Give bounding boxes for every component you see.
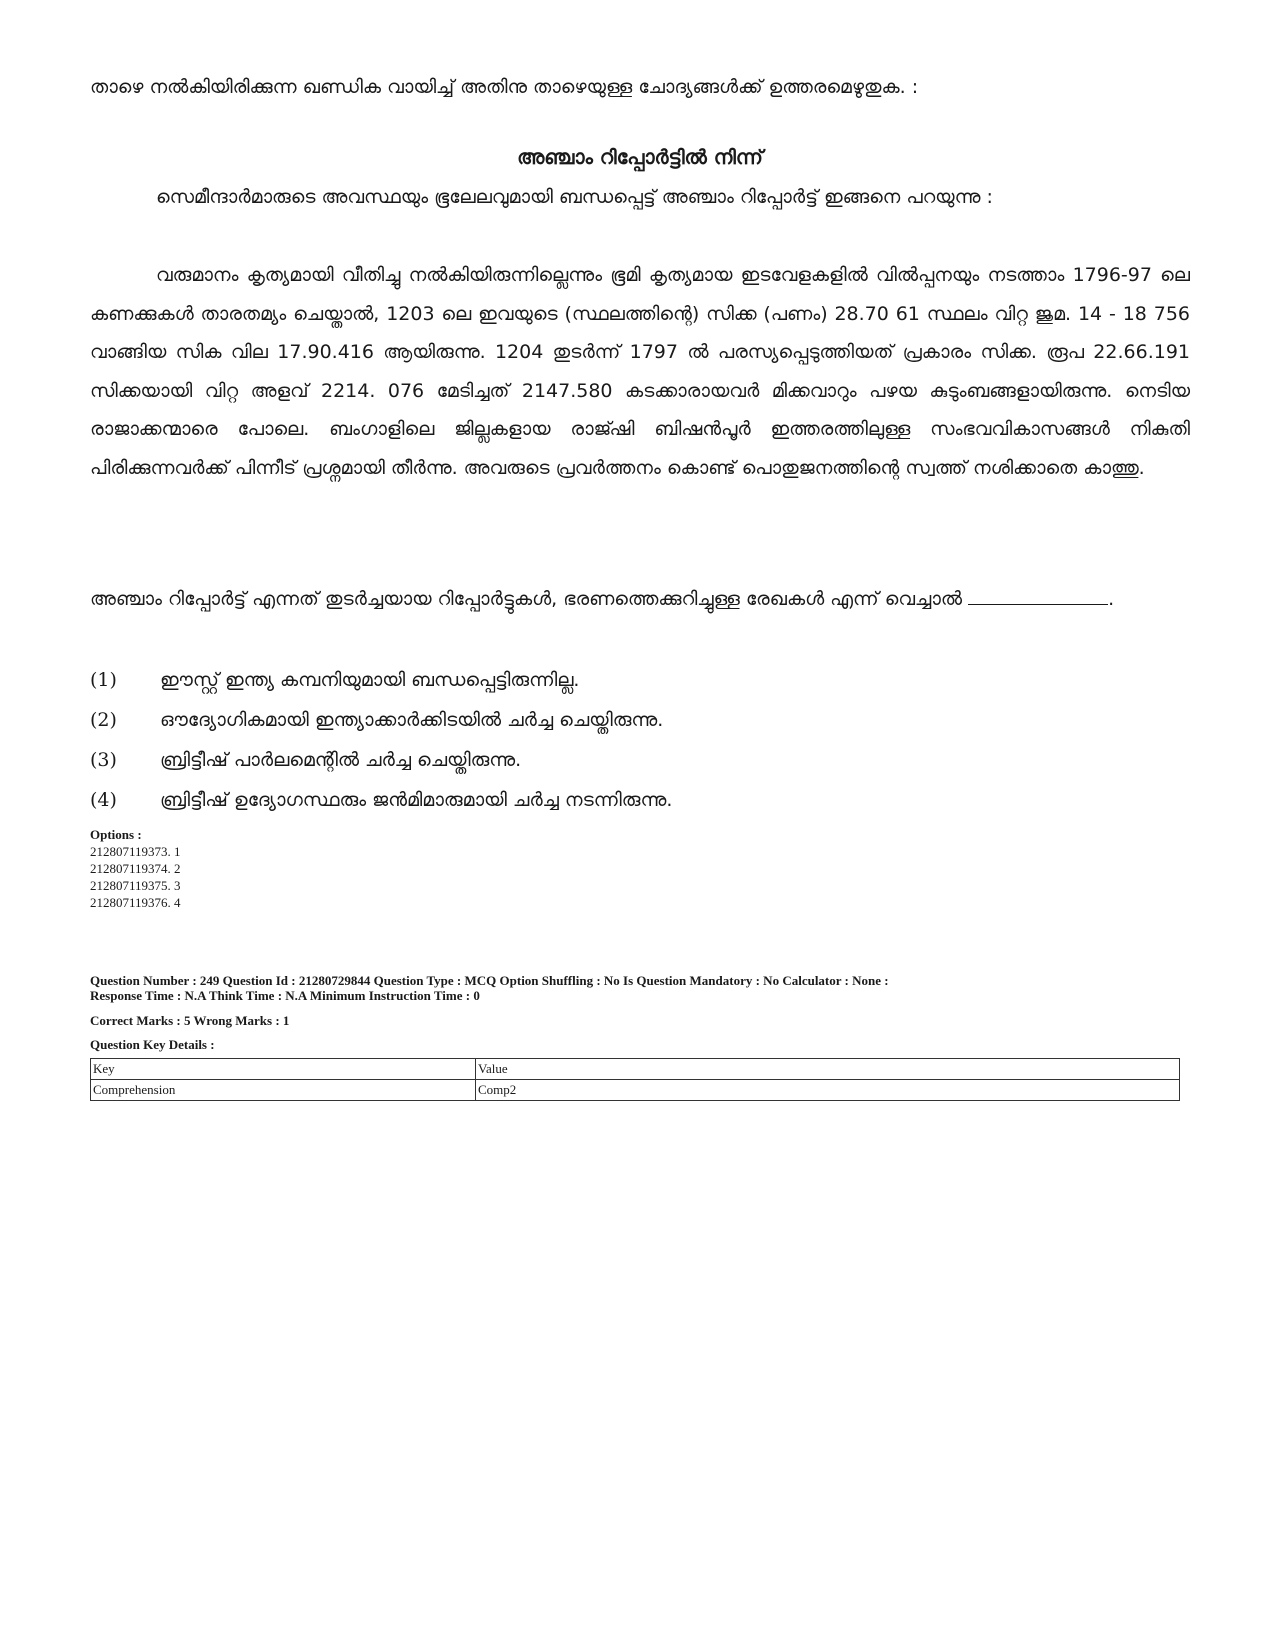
option-id: 212807119375. 3	[90, 878, 181, 893]
choice-number: (4)	[90, 789, 117, 811]
key-table-header-row	[91, 1059, 1180, 1080]
choice-text: ബ്രിട്ടീഷ് പാർലമെന്റിൽ ചർച്ച ചെയ്തിരുന്നു.	[160, 749, 522, 771]
question-stem-block	[90, 580, 1190, 618]
answer-blank	[968, 582, 1108, 605]
choice-item	[90, 740, 1190, 780]
option-id: 212807119373. 1	[90, 844, 181, 859]
instruction-text: താഴെ നൽകിയിരിക്കുന്ന ഖണ്ഡിക വായിച്ച് അതിനു താഴെയുള്ള ചോദ്യങ്ങൾക്ക് ഉത്തരമെഴുതുക. :	[90, 76, 919, 98]
option-id: 212807119374. 2	[90, 861, 181, 876]
marks-line: Correct Marks : 5 Wrong Marks : 1	[90, 1013, 290, 1028]
question-meta-line-2: Response Time : N.A Think Time : N.A Minimum Instruction Time : 0	[90, 988, 480, 1003]
table-row	[91, 1080, 1180, 1101]
value-header-cell: Value	[476, 1059, 1180, 1080]
passage-paragraph-2: വരുമാനം കൃത്യമായി വീതിച്ചു നൽകിയിരുന്നില്ലെന്നും ഭൂമി കൃത്യമായ ഇടവേളകളിൽ വിൽപ്പനയും നടത്താം 1796-97 ലെ കണക്കുകൾ താരതമ്യം ചെയ്താൽ, 1203 ലെ ഇവയുടെ (സ്ഥലത്തിന്റെ) സിക്ക (പണം) 28.70 61 സ്ഥലം വിറ്റ ജുമ. 14 - 18 756 വാങ്ങിയ സിക വില 17.90.416 ആയിരുന്നു. 1204 തുടർന്ന് 1797 ൽ പരസ്യപ്പെടുത്തിയത് പ്രകാരം സിക്ക. രൂപ 22.66.191 സിക്കയായി വിറ്റ അളവ് 2214. 076 മേടിച്ചത് 2147.580 കടക്കാരായവർ മിക്കവാറും പഴയ കുടുംബങ്ങളായിരുന്നു. നെടിയ രാജാക്കന്മാരെ പോലെ. ബംഗാളിലെ ജില്ലകളായ രാജ്ഷി ബിഷൻപൂർ ഇത്തരത്തിലുള്ള സംഭവവികാസങ്ങൾ നികുതി പിരിക്കുന്നവർക്ക് പിന്നീട് പ്രശ്നമായി തീർന്നു. അവരുടെ പ്രവർത്തനം കൊണ്ട് പൊതുജനത്തിന്റെ സ്വത്ത് നശിക്കാതെ കാത്തു.	[90, 264, 1190, 479]
option-id: 212807119376. 4	[90, 895, 181, 910]
passage-paragraph-1: സെമീന്ദാർമാരുടെ അവസ്ഥയും ഭൂലേലവുമായി ബന്ധപ്പെട്ട് അഞ്ചാം റിപ്പോർട്ട് ഇങ്ങനെ പറയുന്നു :	[156, 186, 993, 208]
choice-item	[90, 660, 1190, 700]
options-label: Options :	[90, 827, 142, 842]
value-cell: Comp2	[476, 1080, 1180, 1101]
question-meta-line-1: Question Number : 249 Question Id : 21280729844 Question Type : MCQ Option Shuffling : No Is Question Mandatory : No Calculator : None :	[90, 973, 889, 988]
passage-title: അഞ്ചാം റിപ്പോർട്ടിൽ നിന്ന്	[517, 145, 763, 169]
choice-list	[90, 660, 1190, 820]
choice-text: ഔദ്യോഗികമായി ഇന്ത്യാക്കാർക്കിടയിൽ ചർച്ച ചെയ്തിരുന്നു.	[160, 709, 664, 731]
choice-number: (3)	[90, 749, 117, 771]
choice-number: (2)	[90, 709, 117, 731]
choice-item	[90, 700, 1190, 740]
question-stem: അഞ്ചാം റിപ്പോർട്ട് എന്നത് തുടർച്ചയായ റിപ്പോർട്ടുകൾ, ഭരണത്തെക്കുറിച്ചുള്ള രേഖകൾ എന്ന് വെച്ചാൽ	[90, 588, 963, 610]
question-meta	[90, 973, 1190, 1003]
choice-item	[90, 780, 1190, 820]
choice-text: ഈസ്റ്റ് ഇന്ത്യ കമ്പനിയുമായി ബന്ധപ്പെട്ടിരുന്നില്ല.	[160, 669, 580, 691]
key-details-label: Question Key Details :	[90, 1037, 215, 1052]
choice-number: (1)	[90, 669, 117, 691]
options-block	[90, 826, 1190, 911]
key-table	[90, 1058, 1180, 1101]
choice-text: ബ്രിട്ടീഷ് ഉദ്യോഗസ്ഥരും ജൻമിമാരുമായി ചർച്ച നടന്നിരുന്നു.	[160, 789, 673, 811]
key-header-cell: Key	[91, 1059, 476, 1080]
question-stem-end: .	[1108, 588, 1115, 610]
key-cell: Comprehension	[91, 1080, 476, 1101]
